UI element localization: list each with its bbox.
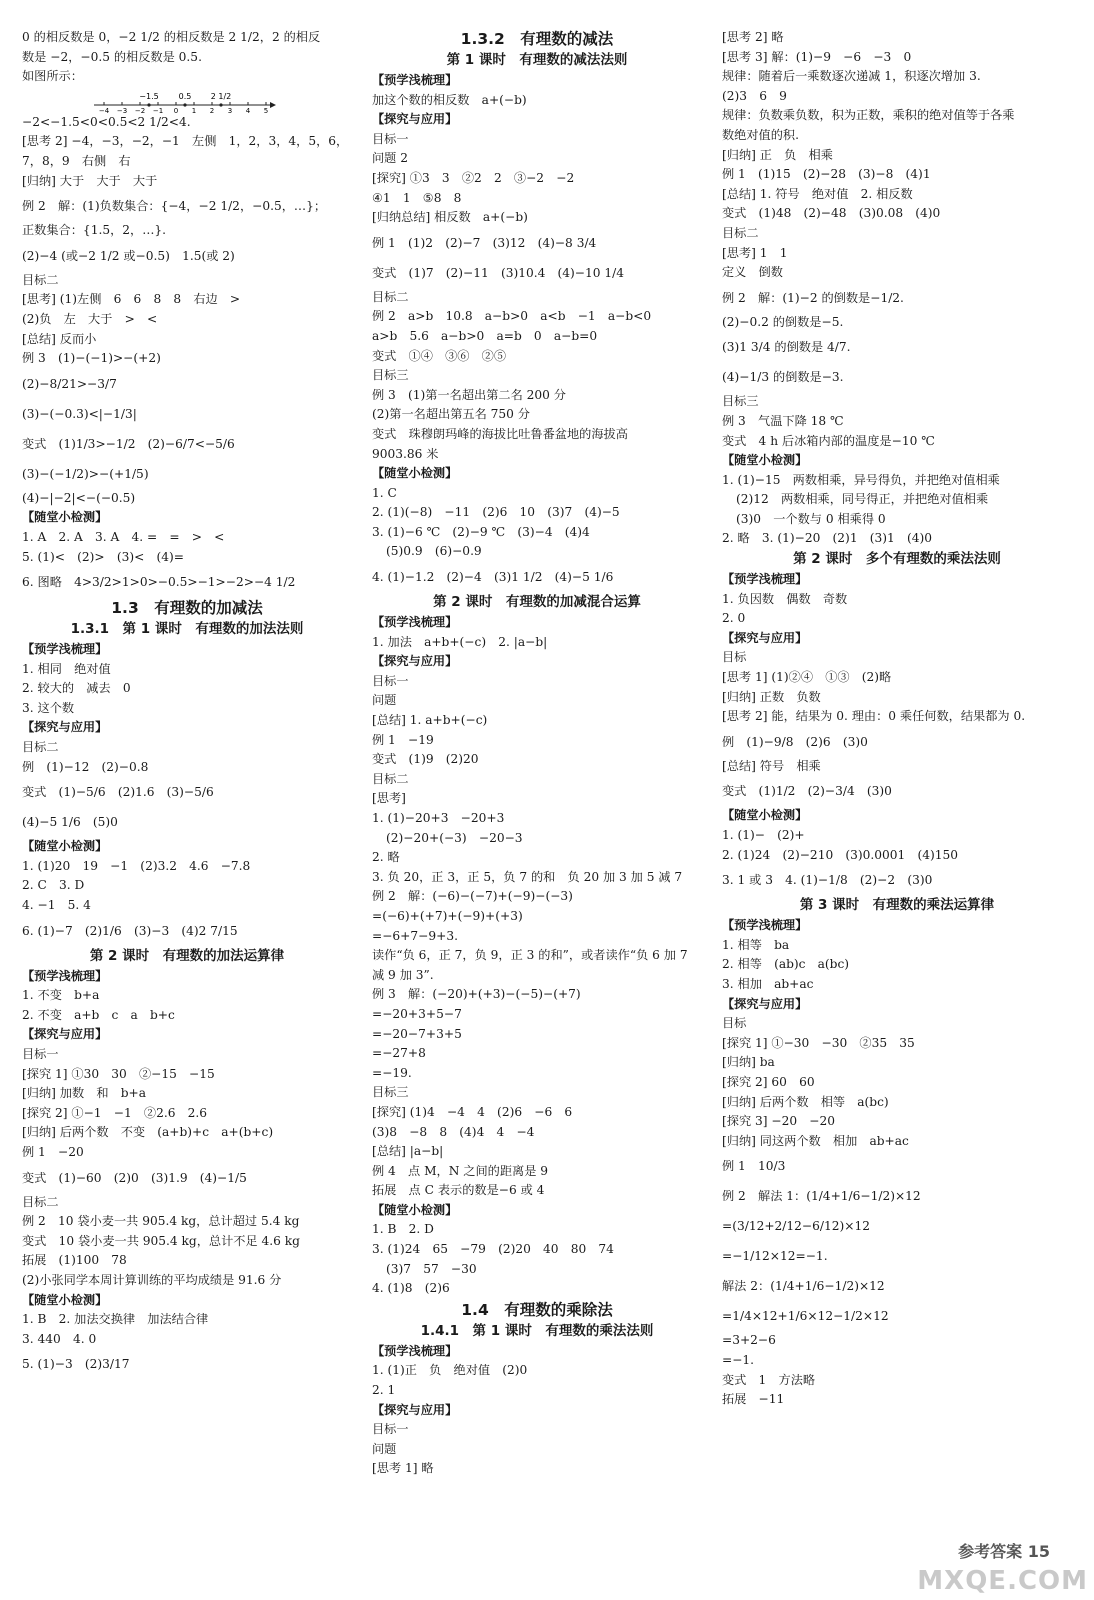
text-line: (3)8 −8 8 (4)4 4 −4 bbox=[372, 1124, 535, 1139]
section-label: 【预学浅梳理】 bbox=[372, 1343, 458, 1358]
section-label: 【探究与应用】 bbox=[22, 1027, 108, 1042]
text-line: −2<−1.5<0<0.5<2 1/2<4. bbox=[22, 114, 191, 129]
text-line: 数是 −2，−0.5 的相反数是 0.5. bbox=[22, 49, 202, 64]
text-line: (2)−0.2 的倒数是−5. bbox=[722, 314, 844, 329]
text-line: 目标三 bbox=[722, 394, 759, 409]
text-line: (3)0 一个数与 0 相乘得 0 bbox=[736, 511, 886, 526]
text-line: 5. (1)−3 (2)3/17 bbox=[22, 1357, 130, 1372]
lesson-heading: 第 2 课时 多个有理数的乘法法则 bbox=[793, 551, 1001, 568]
text-line: [归纳] ba bbox=[722, 1055, 775, 1070]
section-label: 【随堂小检测】 bbox=[372, 1202, 458, 1217]
text-line: 拓展 (1)100 78 bbox=[22, 1253, 127, 1268]
number-line-point bbox=[147, 103, 150, 106]
text-line: 例 1 −19 bbox=[372, 732, 434, 747]
column-2 bbox=[372, 28, 702, 1479]
text-line: 规律：负数乘负数，积为正数，乘积的绝对值等于各乘 bbox=[722, 108, 1015, 123]
section-label: 【预学浅梳理】 bbox=[22, 642, 108, 657]
text-line: 1. 加法 a+b+(−c) 2. |a−b| bbox=[372, 634, 548, 649]
text-line: 目标一 bbox=[372, 1422, 409, 1437]
section-label: 【预学浅梳理】 bbox=[372, 73, 458, 87]
text-line: (4)−|−2|<−(−0.5) bbox=[22, 490, 136, 505]
text-line: [总结] 符号 相乘 bbox=[722, 758, 821, 773]
text-line: (2)第一名超出第五名 750 分 bbox=[372, 407, 530, 422]
number-line-point-label: −1.5 bbox=[139, 91, 159, 101]
text-line: 1. 相同 绝对值 bbox=[22, 661, 111, 676]
section-label: 【随堂小检测】 bbox=[22, 839, 108, 854]
text-line: 目标 bbox=[722, 1016, 747, 1031]
number-line-tick-label: −3 bbox=[116, 106, 128, 113]
text-line: 1. 不变 b+a bbox=[22, 988, 100, 1003]
text-line: 3. 相加 ab+ac bbox=[722, 976, 814, 991]
footer-label: 参考答案 bbox=[958, 1542, 1023, 1561]
text-line: 1. (1)− (2)+ bbox=[722, 828, 805, 842]
section-label: 【随堂小检测】 bbox=[372, 466, 458, 481]
text-line: (4)−5 1/6 (5)0 bbox=[22, 815, 118, 830]
text-line: 7，8，9 右侧 右 bbox=[22, 153, 131, 168]
text-line: 1. (1)正 负 绝对值 (2)0 bbox=[372, 1363, 528, 1378]
text-line: 2. 较大的 减去 0 bbox=[22, 681, 131, 696]
text-line: 4. −1 5. 4 bbox=[22, 898, 91, 913]
text-line: 2. (1)(−8) −11 (2)6 10 (3)7 (4)−5 bbox=[372, 505, 620, 520]
text-line: 变式 (1)1/2 (2)−3/4 (3)0 bbox=[722, 784, 892, 799]
text-line: =−19. bbox=[372, 1065, 412, 1080]
text-line: [探究 2] ①−1 −1 ②2.6 2.6 bbox=[22, 1105, 208, 1120]
text-line: =(3/12+2/12−6/12)×12 bbox=[722, 1219, 870, 1234]
text-line: 例 1 −20 bbox=[22, 1144, 84, 1159]
text-line: [探究 3] −20 −20 bbox=[722, 1114, 836, 1129]
section-label: 【随堂小检测】 bbox=[722, 808, 808, 823]
text-line: 3. 1 或 3 4. (1)−1/8 (2)−2 (3)0 bbox=[722, 873, 933, 888]
section-heading: 1.4 有理数的乘除法 bbox=[461, 1300, 613, 1319]
text-line: 例 4 点 M，N 之间的距离是 9 bbox=[372, 1163, 549, 1178]
text-line: 例 1 10/3 bbox=[722, 1159, 786, 1174]
text-line: 6. (1)−7 (2)1/6 (3)−3 (4)2 7/15 bbox=[22, 923, 238, 938]
text-line: =3+2−6 bbox=[722, 1333, 776, 1348]
text-line: 例 2 解法 1：(1/4+1/6−1/2)×12 bbox=[722, 1189, 921, 1204]
text-line: [探究 1] ①−30 −30 ②35 35 bbox=[722, 1035, 915, 1050]
text-line: 1. 相等 ba bbox=[722, 937, 790, 952]
text-line: 变式 珠穆朗玛峰的海拔比吐鲁番盆地的海拔高 bbox=[372, 426, 628, 441]
text-line: 问题 bbox=[372, 693, 397, 708]
text-line: 例 3 解：(−20)+(+3)−(−5)−(+7) bbox=[372, 987, 581, 1002]
text-line: 3. (1)−6 ℃ (2)−9 ℃ (3)−4 (4)4 bbox=[372, 524, 590, 539]
text-line: 拓展 −11 bbox=[722, 1392, 785, 1407]
text-line: 变式 (1)7 (2)−11 (3)10.4 (4)−10 1/4 bbox=[372, 265, 624, 280]
text-line: 变式 4 h 后冰箱内部的温度是−10 ℃ bbox=[722, 433, 935, 448]
section-label: 【预学浅梳理】 bbox=[722, 572, 808, 587]
text-line: =−1. bbox=[722, 1352, 755, 1367]
text-line: [归纳] 同这两个数 相加 ab+ac bbox=[722, 1133, 909, 1148]
number-line-tick-label: −4 bbox=[98, 106, 110, 113]
section-label: 【预学浅梳理】 bbox=[22, 968, 108, 983]
section-label: 【随堂小检测】 bbox=[722, 453, 808, 468]
text-line: (5)0.9 (6)−0.9 bbox=[386, 544, 482, 559]
text-line: 例 2 10 袋小麦一共 905.4 kg，总计超过 5.4 kg bbox=[22, 1214, 300, 1229]
text-line: 1. 负因数 偶数 奇数 bbox=[722, 591, 848, 606]
number-line-tick-label: 0 bbox=[173, 106, 179, 113]
section-label: 【探究与应用】 bbox=[372, 654, 458, 669]
text-line: 0 的相反数是 0，−2 1/2 的相反数是 2 1/2，2 的相反 bbox=[22, 30, 321, 44]
lesson-heading: 第 3 课时 有理数的乘法运算律 bbox=[799, 897, 995, 914]
text-line: [探究] ①3 3 ②2 2 ③−2 −2 bbox=[372, 170, 575, 185]
number-line-tick-label: 4 bbox=[245, 106, 251, 113]
text-line: [归纳] 正 负 相乘 bbox=[722, 147, 833, 162]
text-line: 1. A 2. A 3. A 4. = = > < bbox=[22, 529, 225, 544]
text-line: 规律：随着后一乘数逐次递减 1，积逐次增加 3. bbox=[722, 69, 981, 84]
text-line: 问题 bbox=[372, 1441, 397, 1456]
text-line: 问题 2 bbox=[372, 151, 409, 166]
text-line: (2)−4 (或−2 1/2 或−0.5) 1.5(或 2) bbox=[22, 248, 235, 263]
text-line: 目标一 bbox=[372, 673, 409, 688]
text-line: 4. (1)8 (2)6 bbox=[372, 1281, 450, 1296]
text-line: =(−6)+(+7)+(−9)+(+3) bbox=[372, 908, 523, 923]
number-line-point bbox=[219, 103, 222, 106]
text-line: 目标二 bbox=[22, 272, 59, 287]
text-line: [思考 2] 略 bbox=[722, 30, 784, 44]
text-line: 变式 (1)9 (2)20 bbox=[372, 752, 479, 767]
text-line: [归纳] 正数 负数 bbox=[722, 689, 821, 704]
text-line: 9003.86 米 bbox=[372, 446, 439, 461]
text-line: 1. (1)−15 两数相乘，异号得负，并把绝对值相乘 bbox=[722, 472, 1000, 487]
text-line: 目标二 bbox=[22, 740, 59, 755]
text-line: 目标三 bbox=[372, 368, 409, 383]
number-line-svg bbox=[22, 87, 282, 113]
text-line: =1/4×12+1/6×12−1/2×12 bbox=[722, 1309, 889, 1324]
text-line: 例 3 (1)−(−1)>−(+2) bbox=[22, 351, 161, 366]
lesson-heading: 第 1 课时 有理数的减法法则 bbox=[446, 52, 628, 68]
text-line: 例 2 解：(−6)−(−7)+(−9)−(−3) bbox=[372, 889, 573, 904]
text-line: (2)12 两数相乘，同号得正，并把绝对值相乘 bbox=[736, 492, 989, 507]
text-line: =−1/12×12=−1. bbox=[722, 1249, 828, 1264]
lesson-heading: 1.3.1 第 1 课时 有理数的加法法则 bbox=[70, 621, 304, 638]
text-line: [思考 3] 解：(1)−9 −6 −3 0 bbox=[722, 49, 912, 64]
section-label: 【随堂小检测】 bbox=[22, 510, 108, 525]
text-line: 变式 (1)1/3>−1/2 (2)−6/7<−5/6 bbox=[22, 436, 235, 451]
text-line: 如图所示： bbox=[22, 69, 83, 84]
text-line: =−20+3+5−7 bbox=[372, 1006, 462, 1021]
section-label: 【预学浅梳理】 bbox=[722, 918, 808, 933]
text-line: [探究 2] 60 60 bbox=[722, 1074, 815, 1089]
text-line: 1. (1)20 19 −1 (2)3.2 4.6 −7.8 bbox=[22, 858, 251, 873]
text-line: 变式 (1)−60 (2)0 (3)1.9 (4)−1/5 bbox=[22, 1170, 247, 1185]
text-line: 变式 (1)−5/6 (2)1.6 (3)−5/6 bbox=[22, 785, 214, 800]
text-line: [归纳] 后两个数 不变 (a+b)+c a+(b+c) bbox=[22, 1125, 274, 1140]
text-line: 例 2 解：(1)负数集合：{−4，−2 1/2，−0.5，…}； bbox=[22, 199, 327, 214]
column-1 bbox=[22, 28, 352, 1379]
text-line: [归纳] 大于 大于 大于 bbox=[22, 173, 158, 188]
text-line: 例 2 解：(1)−2 的倒数是−1/2. bbox=[722, 290, 904, 305]
text-line: 1. B 2. 加法交换律 加法结合律 bbox=[22, 1312, 209, 1327]
text-line: 2. 略 3. (1)−20 (2)1 (3)1 (4)0 bbox=[722, 531, 932, 546]
section-label: 【预学浅梳理】 bbox=[372, 615, 458, 630]
text-line: [思考 2] 能，结果为 0. 理由：0 乘任何数，结果都为 0. bbox=[722, 709, 1026, 724]
text-line: 4. (1)−1.2 (2)−4 (3)1 1/2 (4)−5 1/6 bbox=[372, 570, 614, 585]
section-label: 【探究与应用】 bbox=[372, 1402, 458, 1417]
text-line: 例 (1)−9/8 (2)6 (3)0 bbox=[722, 734, 868, 749]
text-line: 例 (1)−12 (2)−0.8 bbox=[22, 759, 149, 774]
text-line: [思考] (1)左侧 6 6 8 8 右边 > bbox=[22, 292, 241, 307]
text-line: 目标 bbox=[722, 650, 747, 665]
text-line: [总结] 反而小 bbox=[22, 331, 97, 346]
text-line: (4)−1/3 的倒数是−3. bbox=[722, 370, 844, 385]
section-label: 【探究与应用】 bbox=[722, 996, 808, 1011]
text-line: 5. (1)< (2)> (3)< (4)= bbox=[22, 549, 184, 564]
text-line: 解法 2：(1/4+1/6−1/2)×12 bbox=[722, 1279, 885, 1294]
number-line-tick-label: −1 bbox=[152, 106, 164, 113]
text-line: (3)1 3/4 的倒数是 4/7. bbox=[722, 340, 851, 355]
column-3 bbox=[722, 28, 1072, 1410]
number-line-point-label: 0.5 bbox=[178, 91, 192, 101]
text-line: 目标二 bbox=[372, 289, 409, 304]
section-label: 【探究与应用】 bbox=[372, 112, 458, 127]
text-line: (2)负 左 大于 > < bbox=[22, 311, 158, 326]
section-heading: 1.3.2 有理数的减法 bbox=[460, 30, 614, 48]
text-line: (2)−8/21>−3/7 bbox=[22, 376, 117, 391]
text-line: (2)−20+(−3) −20−3 bbox=[386, 830, 523, 845]
text-line: 变式 (1)48 (2)−48 (3)0.08 (4)0 bbox=[722, 206, 941, 221]
text-line: [思考 1] (1)②④ ①③ (2)略 bbox=[722, 670, 892, 685]
text-line: =−20−7+3+5 bbox=[372, 1026, 462, 1041]
text-line: 2. 不变 a+b c a b+c bbox=[22, 1007, 175, 1022]
text-line: [探究 1] ①30 30 ②−15 −15 bbox=[22, 1066, 215, 1081]
text-line: 变式 ①④ ③⑥ ②⑤ bbox=[372, 348, 507, 363]
text-line: 例 3 (1)第一名超出第二名 200 分 bbox=[372, 387, 566, 402]
text-line: 例 2 a>b 10.8 a−b>0 a<b −1 a−b<0 bbox=[372, 309, 652, 324]
text-line: 2. 相等 (ab)c a(bc) bbox=[722, 957, 850, 972]
number-line-arrow bbox=[270, 102, 276, 108]
text-line: [归纳] 后两个数 相等 a(bc) bbox=[722, 1094, 889, 1109]
text-line: (2)小张同学本周计算训练的平均成绩是 91.6 分 bbox=[22, 1272, 282, 1287]
page-number: 15 bbox=[1027, 1542, 1050, 1561]
text-line: 目标二 bbox=[372, 771, 409, 786]
text-line: 例 1 (1)2 (2)−7 (3)12 (4)−8 3/4 bbox=[372, 235, 597, 250]
text-line: 拓展 点 C 表示的数是−6 或 4 bbox=[372, 1183, 545, 1198]
text-line: 目标二 bbox=[722, 225, 759, 240]
text-line: 目标二 bbox=[22, 1194, 59, 1209]
text-line: [总结] 1. 符号 绝对值 2. 相反数 bbox=[722, 186, 913, 201]
text-line: [思考] 1 1 bbox=[722, 245, 788, 260]
text-line: =−6+7−9+3. bbox=[372, 928, 458, 943]
text-line: 3. 负 20，正 3，正 5，负 7 的和 负 20 加 3 加 5 减 7 bbox=[372, 869, 683, 884]
text-line: 1. (1)−20+3 −20+3 bbox=[372, 811, 505, 825]
text-line: 2. 0 bbox=[722, 611, 746, 626]
text-line: [总结] 1. a+b+(−c) bbox=[372, 713, 488, 728]
text-line: [思考 1] 略 bbox=[372, 1461, 434, 1476]
text-line: 目标一 bbox=[372, 131, 409, 146]
text-line: 1. C bbox=[372, 485, 397, 500]
text-line: (3)7 57 −30 bbox=[386, 1261, 477, 1276]
text-line: (3)−(−0.3)<|−1/3| bbox=[22, 406, 137, 421]
number-line-tick-label: −2 bbox=[134, 106, 146, 113]
text-line: 3. (1)24 65 −79 (2)20 40 80 74 bbox=[372, 1242, 614, 1257]
text-line: [归纳] 加数 和 b+a bbox=[22, 1086, 146, 1101]
lesson-heading: 第 2 课时 有理数的加减混合运算 bbox=[433, 594, 641, 611]
section-heading: 1.3 有理数的加减法 bbox=[111, 599, 263, 618]
text-line: a>b 5.6 a−b>0 a=b 0 a−b=0 bbox=[372, 328, 598, 343]
text-line: 定义 倒数 bbox=[722, 265, 783, 280]
section-label: 【探究与应用】 bbox=[22, 720, 108, 735]
text-line: 目标三 bbox=[372, 1085, 409, 1100]
lesson-heading: 第 2 课时 有理数的加法运算律 bbox=[89, 947, 285, 964]
number-line-tick-label: 5 bbox=[263, 106, 269, 113]
number-line-point bbox=[183, 103, 186, 106]
text-line: (2)3 6 9 bbox=[722, 88, 787, 103]
text-line: 目标一 bbox=[22, 1047, 59, 1061]
text-line: 6. 图略 4>3/2>1>0>−0.5>−1>−2>−4 1/2 bbox=[22, 575, 296, 590]
text-line: 3. 440 4. 0 bbox=[22, 1331, 97, 1346]
text-line: 2. 略 bbox=[372, 850, 400, 865]
number-line-figure bbox=[22, 87, 352, 113]
text-line: 读作“负 6，正 7，负 9，正 3 的和”，或者读作“负 6 加 7 bbox=[372, 948, 688, 963]
text-line: 3. 这个数 bbox=[22, 700, 75, 715]
text-line: 减 9 加 3”. bbox=[372, 967, 434, 982]
text-line: 正数集合：{1.5，2，…}. bbox=[22, 223, 167, 238]
text-line: [探究] (1)4 −4 4 (2)6 −6 6 bbox=[372, 1104, 573, 1119]
text-line: =−27+8 bbox=[372, 1046, 426, 1061]
text-line: 例 3 气温下降 18 ℃ bbox=[722, 413, 844, 428]
section-label: 【探究与应用】 bbox=[722, 630, 808, 645]
number-line-point-label: 2 1/2 bbox=[210, 91, 232, 101]
text-line: [总结] |a−b| bbox=[372, 1144, 444, 1159]
lesson-heading: 1.4.1 第 1 课时 有理数的乘法法则 bbox=[420, 1322, 654, 1339]
text-line: ④1 1 ⑤8 8 bbox=[372, 190, 462, 205]
watermark: MXQE.COM bbox=[917, 1566, 1088, 1596]
text-line: [思考 2] −4，−3，−2，−1 左侧 1，2，3，4，5，6， bbox=[22, 134, 349, 149]
text-line: (3)−(−1/2)>−(+1/5) bbox=[22, 466, 149, 481]
number-line-tick-label: 1 bbox=[191, 106, 197, 113]
number-line-tick-label: 3 bbox=[227, 106, 233, 113]
text-line: 2. (1)24 (2)−210 (3)0.0001 (4)150 bbox=[722, 847, 959, 862]
text-line: 2. C 3. D bbox=[22, 878, 85, 893]
text-line: 1. B 2. D bbox=[372, 1222, 434, 1237]
text-line: 变式 10 袋小麦一共 905.4 kg，总计不足 4.6 kg bbox=[22, 1233, 300, 1248]
section-label: 【随堂小检测】 bbox=[22, 1292, 108, 1307]
page-footer bbox=[958, 1539, 1050, 1562]
text-line: 变式 1 方法略 bbox=[722, 1372, 816, 1387]
number-line-tick-label: 2 bbox=[209, 106, 215, 113]
text-line: [归纳总结] 相反数 a+(−b) bbox=[372, 210, 528, 225]
text-line: 例 1 (1)15 (2)−28 (3)−8 (4)1 bbox=[722, 167, 931, 182]
text-line: [思考] bbox=[372, 791, 406, 806]
text-line: 数绝对值的积. bbox=[722, 127, 799, 142]
text-line: 2. 1 bbox=[372, 1383, 396, 1398]
text-line: 加这个数的相反数 a+(−b) bbox=[372, 92, 527, 107]
